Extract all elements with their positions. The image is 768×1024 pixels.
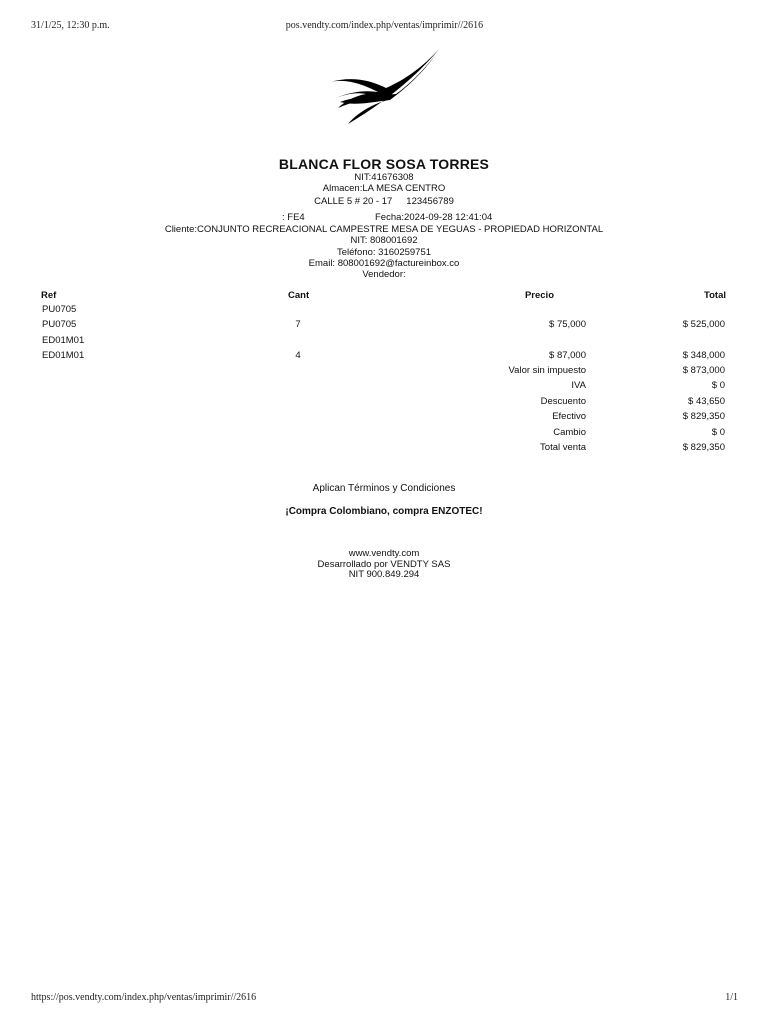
total-row-cambio xyxy=(34,427,730,442)
total-label: Valor sin impuesto xyxy=(508,365,586,376)
total-row-total-venta xyxy=(34,442,730,457)
total-label: Efectivo xyxy=(552,411,586,423)
client-phone: Teléfono: 3160259751 xyxy=(336,246,432,258)
client-name: Cliente:CONJUNTO RECREACIONAL CAMPESTRE MESA DE YEGUAS - PROPIEDAD HORIZONTAL xyxy=(164,224,604,235)
header-precio: Precio xyxy=(524,290,554,301)
items-table xyxy=(34,290,730,366)
footer-website: www.vendty.com xyxy=(348,548,420,559)
total-label: Cambio xyxy=(553,426,586,438)
total-label: Total venta xyxy=(540,441,586,453)
terms-text: Aplican Términos y Condiciones xyxy=(312,483,456,494)
footer-developer: Desarrollado por VENDTY SAS xyxy=(317,558,451,570)
row-precio: $ 75,000 xyxy=(549,319,586,331)
print-footer xyxy=(31,992,738,1006)
slogan-text: ¡Compra Colombiano, compra ENZOTEC! xyxy=(285,506,483,517)
table-row xyxy=(34,350,730,365)
row-ref: PU0705 xyxy=(42,304,77,315)
header-ref: Ref xyxy=(41,290,57,301)
print-footer-url: https://pos.vendty.com/index.php/ventas/imprimir//2616 xyxy=(31,992,257,1003)
totals-block xyxy=(34,365,730,457)
print-header xyxy=(31,20,738,34)
row-ref: ED01M01 xyxy=(42,334,85,346)
total-label: IVA xyxy=(571,380,586,392)
total-row-subtotal xyxy=(34,365,730,380)
table-header xyxy=(34,290,730,304)
print-page-number: 1/1 xyxy=(725,992,738,1003)
print-url: pos.vendty.com/index.php/ventas/imprimir//2616 xyxy=(285,20,484,31)
row-ref: PU0705 xyxy=(42,319,77,331)
store-address-row xyxy=(0,196,768,207)
client-info xyxy=(0,224,768,280)
footer-nit: NIT 900.849.294 xyxy=(348,569,420,580)
row-cant: 4 xyxy=(295,350,301,362)
row-total: $ 525,000 xyxy=(682,319,725,331)
store-info xyxy=(0,172,768,194)
table-row xyxy=(34,335,730,350)
header-total: Total xyxy=(704,290,726,301)
total-value: $ 43,650 xyxy=(688,395,725,407)
header-cant: Cant xyxy=(288,290,310,301)
total-row-descuento xyxy=(34,396,730,411)
client-nit: NIT: 808001692 xyxy=(350,235,418,247)
total-row-efectivo xyxy=(34,411,730,426)
table-row xyxy=(34,319,730,334)
row-precio: $ 87,000 xyxy=(549,350,586,362)
swoosh-logo-icon xyxy=(326,44,442,126)
invoice-prefix: : FE4 xyxy=(282,212,305,223)
total-value: $ 829,350 xyxy=(682,411,725,423)
store-name: BLANCA FLOR SOSA TORRES xyxy=(278,156,490,172)
invoice-date: Fecha:2024-09-28 12:41:04 xyxy=(375,212,493,223)
seller: Vendedor: xyxy=(362,269,406,281)
row-total: $ 348,000 xyxy=(682,350,725,362)
total-value: $ 0 xyxy=(711,426,725,438)
store-address: CALLE 5 # 20 - 17 xyxy=(314,196,393,207)
store-phone: 123456789 xyxy=(406,196,454,207)
total-label: Descuento xyxy=(540,395,586,407)
store-nit: NIT:41676308 xyxy=(354,172,414,183)
row-cant: 7 xyxy=(295,319,301,331)
store-almacen: Almacen:LA MESA CENTRO xyxy=(322,183,446,194)
print-datetime: 31/1/25, 12:30 p.m. xyxy=(31,20,110,31)
total-value: $ 829,350 xyxy=(682,441,725,453)
total-value: $ 0 xyxy=(711,380,725,392)
row-ref: ED01M01 xyxy=(42,350,85,362)
receipt-footer xyxy=(0,548,768,580)
table-row xyxy=(34,304,730,319)
client-email: Email: 808001692@factureinbox.co xyxy=(308,257,460,269)
total-value: $ 873,000 xyxy=(682,365,725,376)
total-row-iva xyxy=(34,380,730,395)
